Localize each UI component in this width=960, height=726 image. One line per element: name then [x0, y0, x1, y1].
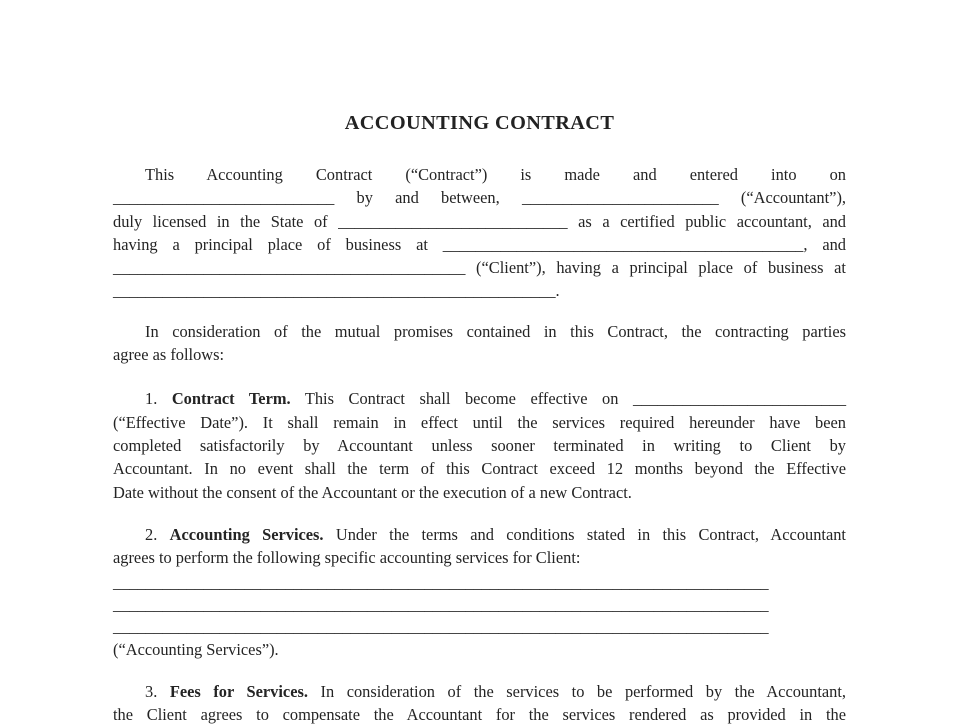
body-text: .: [555, 281, 560, 301]
text-line: [113, 680, 846, 703]
body-text: In consideration of the mutual promises contained in this Contract, the contracting parties: [145, 321, 846, 341]
body-text: (“Effective Date”). It shall remain in effect until the services required hereunder have been: [113, 412, 846, 432]
blank-fill-in-field: ___________________________: [113, 188, 335, 208]
clause-1-contract-term: [113, 387, 846, 503]
document-title: ACCOUNTING CONTRACT: [344, 112, 615, 134]
body-text: completed satisfactorily by Accountant unless sooner terminated in writing to Client by: [113, 435, 846, 455]
text-line: [113, 256, 846, 279]
text-line: [113, 434, 846, 457]
text-line: [113, 210, 846, 233]
body-text: 1.: [145, 389, 172, 409]
text-line: [113, 186, 846, 209]
blank-fill-in-field: ___________________________________________: [113, 258, 466, 278]
text-line: [113, 546, 846, 569]
blank-fill-in-field: ________________________________________________________________________________: [113, 573, 769, 593]
clause-heading-text: Accounting Services.: [169, 524, 324, 544]
clause-heading-text: Contract Term.: [171, 389, 291, 409]
body-text: 3.: [145, 681, 170, 701]
body-text: Under the terms and conditions stated in this Contract, Accountant: [323, 524, 846, 544]
text-line: [113, 411, 846, 434]
body-text: as a certified public accountant, and: [567, 211, 846, 231]
text-line: [113, 703, 846, 726]
body-text: by and between,: [334, 188, 522, 208]
body-text: This Contract shall become effective on: [290, 389, 633, 409]
text-line: [113, 233, 846, 256]
blank-fill-in-field: ________________________________________________________________________________: [113, 617, 769, 637]
intro-paragraph: [113, 163, 846, 303]
clause-2-accounting-services: [113, 523, 846, 570]
text-line: [113, 523, 846, 546]
body-text: (“Accountant”),: [718, 188, 846, 208]
body-text: (“Client”), having a principal place of business at: [465, 258, 846, 278]
text-line: [113, 481, 846, 504]
document-body: [113, 163, 846, 726]
text-line: [113, 638, 846, 661]
body-text: , and: [803, 234, 846, 254]
body-text: agree as follows:: [113, 345, 225, 365]
body-text: duly licensed in the State of: [113, 211, 339, 231]
blank-fill-in-field: ________________________: [521, 188, 719, 208]
body-text: (“Accounting Services”).: [113, 640, 279, 660]
body-text: the Client agrees to compensate the Accountant for the services rendered as provided in the: [113, 705, 846, 725]
body-text: Accountant. In no event shall the term of this Contract exceed 12 months beyond the Effective: [113, 459, 846, 479]
text-line: [113, 616, 846, 638]
text-line: [113, 343, 846, 366]
contract-page: [113, 0, 846, 726]
clause-heading-text: Fees for Services.: [169, 681, 308, 701]
blank-fill-in-field: ____________________________: [338, 211, 568, 231]
text-line: [113, 163, 846, 186]
services-label: [113, 638, 846, 661]
blank-fill-in-field: ________________________________________________________________________________: [113, 595, 769, 615]
body-text: Date without the consent of the Accountant or the execution of a new Contract.: [113, 482, 632, 502]
blank-fill-in-field: ____________________________________________: [442, 234, 804, 254]
consideration-paragraph: [113, 320, 846, 367]
text-line: [113, 320, 846, 343]
body-text: This Accounting Contract (“Contract”) is made and entered into on: [145, 165, 846, 184]
text-line: [113, 387, 846, 410]
text-line: [113, 572, 846, 594]
clause-3-fees-for-services: [113, 680, 846, 726]
body-text: 2.: [145, 524, 170, 544]
body-text: In consideration of the services to be performed by the Accountant,: [307, 681, 846, 701]
blank-fill-in-field: __________________________: [632, 389, 847, 409]
blank-fill-in-field: ______________________________________________________: [113, 281, 556, 301]
text-line: [113, 457, 846, 480]
text-line: [113, 279, 846, 302]
body-text: having a principal place of business at: [113, 234, 443, 254]
text-line: [113, 594, 846, 616]
services-blank-lines: [113, 572, 846, 638]
body-text: agrees to perform the following specific accounting services for Client:: [113, 548, 581, 568]
